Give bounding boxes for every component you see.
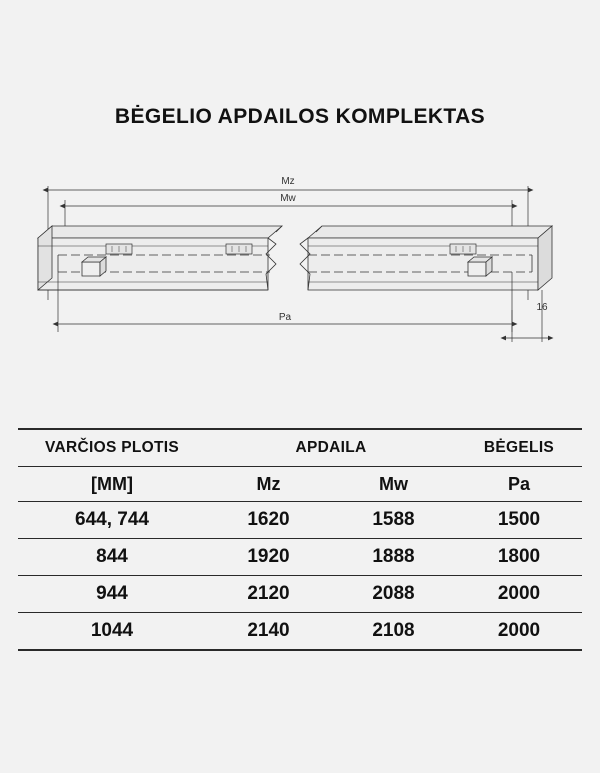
roller-icon xyxy=(82,257,106,276)
table-row xyxy=(18,502,582,539)
cell-pa: 2000 xyxy=(456,576,582,613)
rail-body-right xyxy=(300,226,552,290)
table-header-varcios-plotis: VARČIOS PLOTIS xyxy=(18,429,206,467)
cell-varcios-plotis: 944 xyxy=(18,576,206,613)
cell-varcios-plotis: 644, 744 xyxy=(18,502,206,539)
page-title: BĖGELIO APDAILOS KOMPLEKTAS xyxy=(114,105,486,128)
dimension-label-thickness: 16 xyxy=(536,302,548,313)
cell-mz: 1620 xyxy=(206,502,331,539)
table-subheader-mz: Mz xyxy=(206,467,331,502)
table-row xyxy=(18,539,582,576)
table-subheader-mw: Mw xyxy=(331,467,456,502)
specification-table-wrapper xyxy=(18,428,582,651)
table-subheader-pa: Pa xyxy=(456,467,582,502)
cell-mw: 1888 xyxy=(331,539,456,576)
table-subheader-row xyxy=(18,467,582,502)
cell-mw: 2108 xyxy=(331,613,456,651)
table-row xyxy=(18,613,582,651)
table-subheader-mm: [MM] xyxy=(18,467,206,502)
bracket-icon xyxy=(450,244,476,254)
table-header-row xyxy=(18,429,582,467)
cell-pa: 1500 xyxy=(456,502,582,539)
table-header-begelis: BĖGELIS xyxy=(456,429,582,467)
cell-pa: 2000 xyxy=(456,613,582,651)
cell-mz: 2140 xyxy=(206,613,331,651)
cell-mz: 1920 xyxy=(206,539,331,576)
dimension-label-mz: Mz xyxy=(281,176,295,187)
dimension-label-mw: Mw xyxy=(280,193,296,204)
table-row xyxy=(18,576,582,613)
rail-body-left xyxy=(38,226,282,290)
bracket-icon xyxy=(226,244,252,254)
cell-varcios-plotis: 844 xyxy=(18,539,206,576)
cell-mw: 2088 xyxy=(331,576,456,613)
cell-mw: 1588 xyxy=(331,502,456,539)
rail-trim-drawing xyxy=(20,160,580,360)
cell-mz: 2120 xyxy=(206,576,331,613)
roller-icon xyxy=(468,257,492,276)
bracket-icon xyxy=(106,244,132,254)
table-header-apdaila: APDAILA xyxy=(206,429,456,467)
cell-varcios-plotis: 1044 xyxy=(18,613,206,651)
specification-table xyxy=(18,428,582,651)
cell-pa: 1800 xyxy=(456,539,582,576)
technical-drawing xyxy=(20,160,580,360)
dimension-label-pa: Pa xyxy=(278,312,292,323)
